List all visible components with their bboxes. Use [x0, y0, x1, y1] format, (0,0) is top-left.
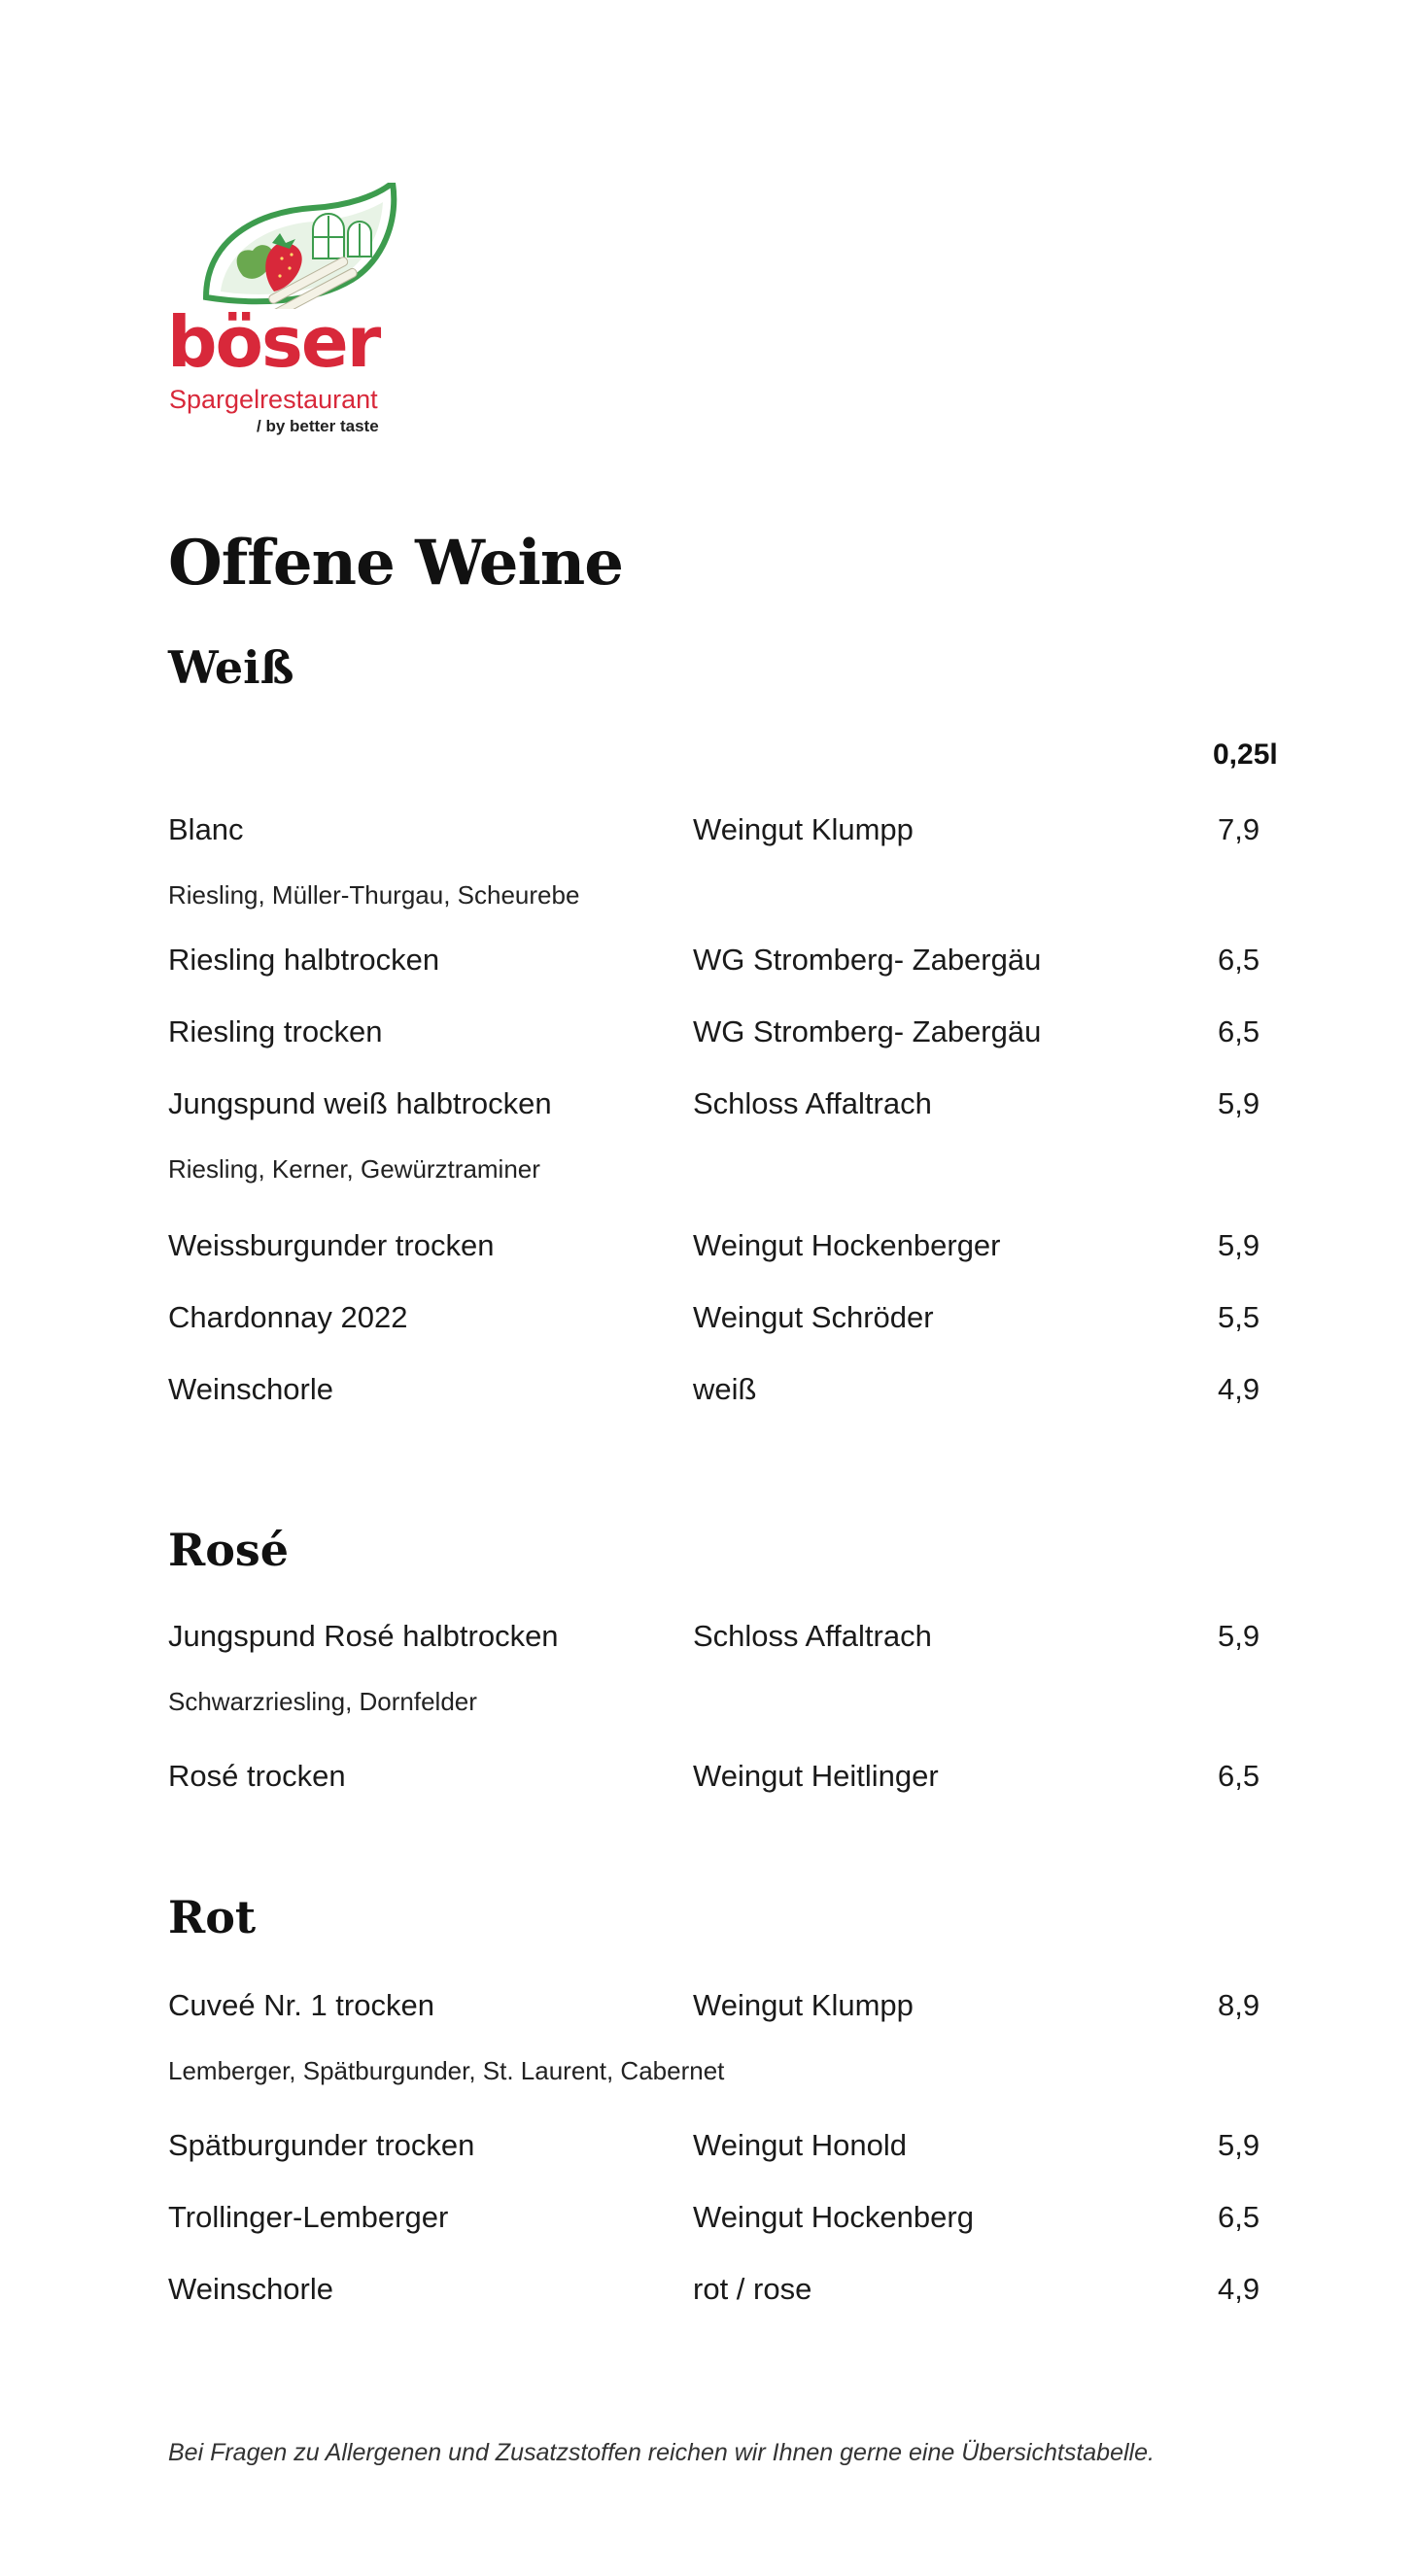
wine-row [168, 810, 1286, 849]
wine-row [168, 2198, 1286, 2237]
wine-price: 6,5 [1218, 1014, 1260, 1048]
wine-price: 5,9 [1218, 1619, 1260, 1653]
wine-name: Blanc [168, 812, 244, 846]
wine-name: Weissburgunder trocken [168, 1228, 495, 1262]
wine-producer: Weingut Heitlinger [693, 1759, 939, 1793]
brand-name: böser [167, 301, 380, 383]
wine-row [168, 941, 1286, 979]
wine-producer: WG Stromberg- Zabergäu [693, 943, 1042, 977]
wine-price: 5,9 [1218, 1228, 1260, 1262]
grape-note: Riesling, Müller-Thurgau, Scheurebe [168, 880, 580, 910]
wine-producer: Weingut Hockenberger [693, 1228, 1001, 1262]
wine-row [168, 1986, 1286, 2025]
section-title-weiss: Weiß [168, 641, 294, 694]
brand-tagline: / by better taste [257, 417, 379, 435]
wine-name: Weinschorle [168, 1372, 334, 1406]
wine-price: 5,5 [1218, 1300, 1260, 1334]
grape-note: Schwarzriesling, Dornfelder [168, 1687, 477, 1716]
wine-price: 6,5 [1218, 2200, 1260, 2234]
wine-price: 5,9 [1218, 2128, 1260, 2162]
wine-producer: Weingut Hockenberg [693, 2200, 974, 2234]
wine-name: Chardonnay 2022 [168, 1300, 408, 1334]
brand-subtitle: Spargelrestaurant [169, 385, 378, 414]
wine-name: Jungspund weiß halbtrocken [168, 1086, 552, 1120]
wine-producer: weiß [693, 1372, 757, 1406]
wine-price: 5,9 [1218, 1086, 1260, 1120]
wine-producer: Weingut Klumpp [693, 812, 914, 846]
wine-producer: Schloss Affaltrach [693, 1619, 932, 1653]
wine-price: 4,9 [1218, 1372, 1260, 1406]
wine-price: 6,5 [1218, 1759, 1260, 1793]
wine-row [168, 1013, 1286, 1051]
wine-price: 6,5 [1218, 943, 1260, 977]
wine-name: Rosé trocken [168, 1759, 346, 1793]
wine-producer: WG Stromberg- Zabergäu [693, 1014, 1042, 1048]
wine-name: Spätburgunder trocken [168, 2128, 475, 2162]
wine-row [168, 1084, 1286, 1123]
leaf-emblem-icon [167, 183, 400, 309]
wine-producer: Weingut Schröder [693, 1300, 934, 1334]
wine-row [168, 1298, 1286, 1337]
column-header-volume: 0,25l [1213, 738, 1278, 771]
wine-price: 4,9 [1218, 2272, 1260, 2306]
restaurant-logo [167, 183, 400, 435]
section-title-rot: Rot [168, 1891, 257, 1943]
wine-row [168, 1757, 1286, 1796]
wine-producer: Weingut Honold [693, 2128, 908, 2162]
wine-row [168, 2126, 1286, 2165]
wine-row [168, 1370, 1286, 1409]
wine-producer: Weingut Klumpp [693, 1988, 914, 2022]
section-title-rose: Rosé [168, 1524, 290, 1576]
allergen-footer-note: Bei Fragen zu Allergenen und Zusatzstoffen reichen wir Ihnen gerne eine Übersichtstabelle. [168, 2439, 1155, 2466]
wine-name: Riesling halbtrocken [168, 943, 440, 977]
grape-note: Riesling, Kerner, Gewürztraminer [168, 1154, 540, 1184]
grape-note: Lemberger, Spätburgunder, St. Laurent, Cabernet [168, 2056, 725, 2085]
wine-producer: Schloss Affaltrach [693, 1086, 932, 1120]
wine-name: Cuveé Nr. 1 trocken [168, 1988, 434, 2022]
wine-name: Riesling trocken [168, 1014, 383, 1048]
page-title: Offene Weine [168, 527, 623, 600]
wine-name: Jungspund Rosé halbtrocken [168, 1619, 559, 1653]
wine-row [168, 2270, 1286, 2309]
wine-name: Trollinger-Lemberger [168, 2200, 449, 2234]
wine-name: Weinschorle [168, 2272, 334, 2306]
wine-row [168, 1226, 1286, 1265]
wine-price: 8,9 [1218, 1988, 1260, 2022]
wine-producer: rot / rose [693, 2272, 812, 2306]
wine-price: 7,9 [1218, 812, 1260, 846]
wine-row [168, 1617, 1286, 1656]
